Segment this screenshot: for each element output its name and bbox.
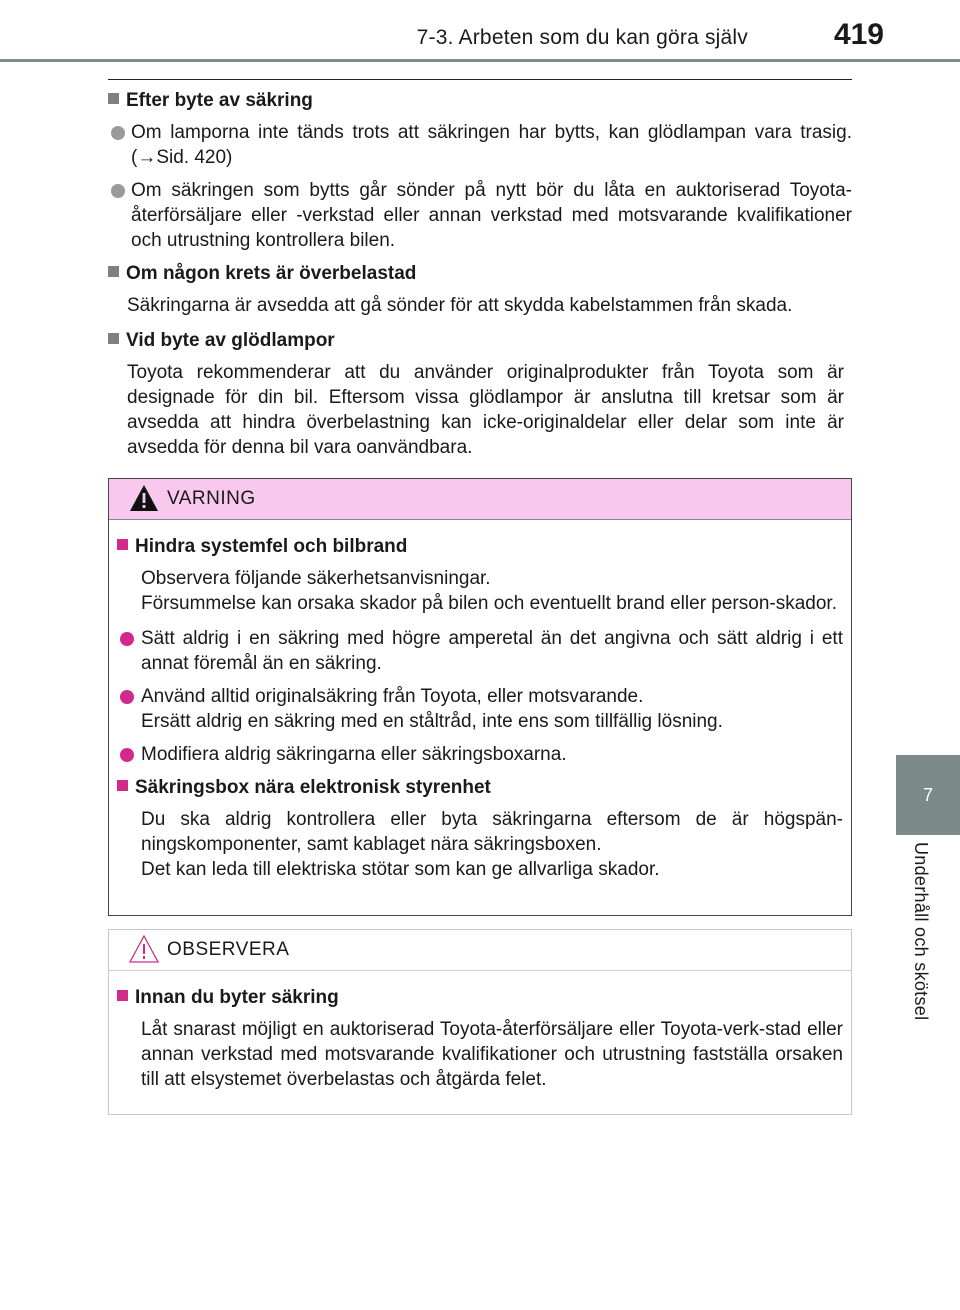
circle-bullet-icon <box>111 126 125 140</box>
list-item <box>117 626 843 676</box>
section-title-text: Efter byte av säkring <box>126 90 313 111</box>
list-item <box>108 120 852 170</box>
list-item-text: Om säkringen som bytts går sönder på nytt bör du låta en auktoriserad Toyota-återförsäljare eller -verkstad eller annan verkstad med motsvarande kvalifikationer och utrustning kontrollera bilen. <box>131 180 852 251</box>
notice-header <box>109 930 851 971</box>
chapter-label: Underhåll och skötsel <box>911 842 931 1021</box>
list-item-text: Ersätt aldrig en säkring med en ståltråd, inte ens som tillfällig lösning. <box>141 711 723 732</box>
chapter-tab[interactable] <box>896 755 960 835</box>
warning-body <box>109 520 851 904</box>
section-title <box>117 534 843 560</box>
section-text: Du ska aldrig kontrollera eller byta säkringarna eftersom de är högspän-ningskomponenter, samt kablaget nära säkringsboxen. <box>141 809 843 855</box>
chapter-number: 7 <box>922 785 933 805</box>
square-bullet-icon <box>117 539 128 550</box>
warning-box <box>108 478 852 916</box>
list-item <box>117 742 843 767</box>
section-text: Det kan leda till elektriska stötar som kan ge allvarliga skador. <box>141 859 660 880</box>
section-title <box>108 328 852 354</box>
header-title: 7-3. Arbeten som du kan göra själv <box>416 26 748 49</box>
square-bullet-icon <box>108 333 119 344</box>
notice-box <box>108 929 852 1115</box>
caution-triangle-icon <box>129 934 159 964</box>
section-title-text: Säkringsbox nära elektronisk styrenhet <box>135 777 491 798</box>
square-bullet-icon <box>117 780 128 791</box>
section-title-text: Innan du byter säkring <box>135 987 339 1008</box>
section-title-text: Hindra systemfel och bilbrand <box>135 536 408 557</box>
section-title-text: Om någon krets är överbelastad <box>126 263 417 284</box>
warning-triangle-icon <box>129 483 159 513</box>
list-item-text: Om lamporna inte tänds trots att säkringen har bytts, kan glödlampan vara trasig. (→Sid. 420) <box>131 122 852 168</box>
section-title <box>108 88 852 114</box>
list-item-text: Använd alltid originalsäkring från Toyota, eller motsvarande. <box>141 686 644 707</box>
circle-bullet-icon <box>111 184 125 198</box>
section-text: Försummelse kan orsaka skador på bilen och eventuellt brand eller person-skador. <box>141 593 837 614</box>
notice-label: OBSERVERA <box>167 939 290 960</box>
section-text: Observera följande säkerhetsanvisningar. <box>141 568 491 589</box>
main-content <box>108 88 852 470</box>
section-title <box>117 775 843 801</box>
square-bullet-icon <box>108 266 119 277</box>
section-text: Säkringarna är avsedda att gå sönder för att skydda kabelstammen från skada. <box>127 295 793 316</box>
section-title <box>117 985 843 1011</box>
section-title <box>108 261 852 287</box>
warning-header <box>109 479 851 520</box>
circle-bullet-icon <box>120 690 134 704</box>
warning-label: VARNING <box>167 488 256 509</box>
notice-body <box>109 971 851 1114</box>
header-divider <box>0 59 960 62</box>
section-title-text: Vid byte av glödlampor <box>126 330 335 351</box>
page-number: 419 <box>833 18 884 51</box>
section-text: Låt snarast möjligt en auktoriserad Toyota-återförsäljare eller Toyota-verk-stad eller annan verkstad med motsvarande kvalifikationer och utrustning fastställa orsaken till att elsystemet överbelastas och åtgärda felet. <box>141 1019 843 1090</box>
circle-bullet-icon <box>120 748 134 762</box>
square-bullet-icon <box>108 93 119 104</box>
section-text: Toyota rekommenderar att du använder originalprodukter från Toyota som är designade för din bil. Eftersom vissa glödlampor är anslutna till kretsar som är avsedda att hindra överbelastning kan icke-originaldelar eller delar som inte är avsedda för denna bil vara oanvändbara. <box>127 362 844 458</box>
list-item-text: Sätt aldrig i en säkring med högre amperetal än det angivna och sätt aldrig i ett annat föremål än en säkring. <box>141 628 843 674</box>
circle-bullet-icon <box>120 632 134 646</box>
list-item <box>108 178 852 253</box>
content-divider <box>108 79 852 80</box>
list-item-text: Modifiera aldrig säkringarna eller säkringsboxarna. <box>141 744 567 765</box>
list-item <box>117 684 843 734</box>
square-bullet-icon <box>117 990 128 1001</box>
